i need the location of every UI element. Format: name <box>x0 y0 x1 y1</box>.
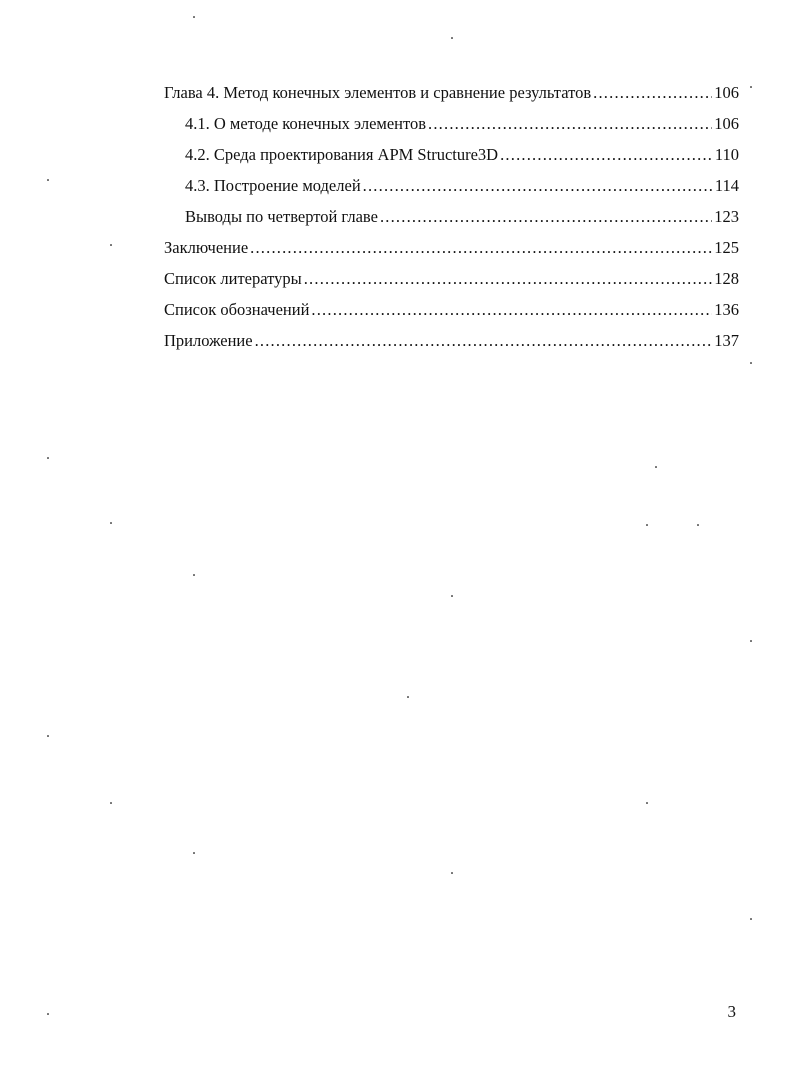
toc-entry-chapter-4 <box>164 77 739 108</box>
toc-entry-page: 137 <box>714 331 739 350</box>
scan-speck <box>47 457 49 459</box>
scan-speck <box>47 179 49 181</box>
scan-speck <box>110 244 112 246</box>
toc-entry-page: 106 <box>714 83 739 102</box>
toc-dot-leader <box>500 139 713 170</box>
toc-entry-title: 4.3. Построение моделей <box>185 176 361 195</box>
scan-speck <box>47 735 49 737</box>
toc-entry-appendix <box>164 325 739 356</box>
toc-entry-page: 128 <box>714 269 739 288</box>
toc-entry-section-4-1 <box>164 108 739 139</box>
scan-speck <box>451 595 453 597</box>
page-number: 3 <box>727 1002 736 1021</box>
scan-speck <box>646 802 648 804</box>
toc-dot-leader <box>255 325 713 356</box>
toc-entry-conclusion <box>164 232 739 263</box>
toc-entry-section-4-2 <box>164 139 739 170</box>
scan-speck <box>407 696 409 698</box>
toc-dot-leader <box>593 77 712 108</box>
scan-speck <box>750 86 752 88</box>
toc-entry-title: Заключение <box>164 238 249 257</box>
toc-dot-leader <box>250 232 712 263</box>
toc-dot-leader <box>428 108 712 139</box>
toc-entry-notation <box>164 294 739 325</box>
toc-entry-chapter-4-conclusions <box>164 201 739 232</box>
toc-entry-title: Список литературы <box>164 269 302 288</box>
scan-speck <box>193 16 195 18</box>
scan-speck <box>47 1013 49 1015</box>
scan-speck <box>110 802 112 804</box>
toc-entry-page: 123 <box>714 207 739 226</box>
toc-entry-page: 110 <box>714 145 739 164</box>
toc-entry-title: Глава 4. Метод конечных элементов и сравнение результатов <box>164 83 592 102</box>
scan-speck <box>193 852 195 854</box>
scan-speck <box>697 524 699 526</box>
toc-dot-leader <box>363 170 713 201</box>
toc-dot-leader <box>380 201 712 232</box>
toc-dot-leader <box>304 263 713 294</box>
toc-entry-page: 106 <box>714 114 739 133</box>
scan-speck <box>750 918 752 920</box>
table-of-contents <box>164 77 739 356</box>
toc-entry-title: 4.2. Среда проектирования APM Structure3D <box>185 145 499 164</box>
scan-speck <box>193 574 195 576</box>
scan-speck <box>655 466 657 468</box>
scan-speck <box>451 872 453 874</box>
toc-entry-title: Список обозначений <box>164 300 310 319</box>
toc-entry-page: 125 <box>714 238 739 257</box>
toc-entry-section-4-3 <box>164 170 739 201</box>
toc-entry-title: 4.1. О методе конечных элементов <box>185 114 427 133</box>
toc-dot-leader <box>311 294 712 325</box>
scan-speck <box>646 524 648 526</box>
scan-speck <box>750 362 752 364</box>
scan-speck <box>110 522 112 524</box>
scan-speck <box>451 37 453 39</box>
toc-entry-page: 136 <box>714 300 739 319</box>
toc-entry-title: Приложение <box>164 331 253 350</box>
scan-speck <box>750 640 752 642</box>
toc-entry-page: 114 <box>714 176 739 195</box>
toc-entry-title: Выводы по четвертой главе <box>185 207 378 226</box>
toc-entry-references <box>164 263 739 294</box>
